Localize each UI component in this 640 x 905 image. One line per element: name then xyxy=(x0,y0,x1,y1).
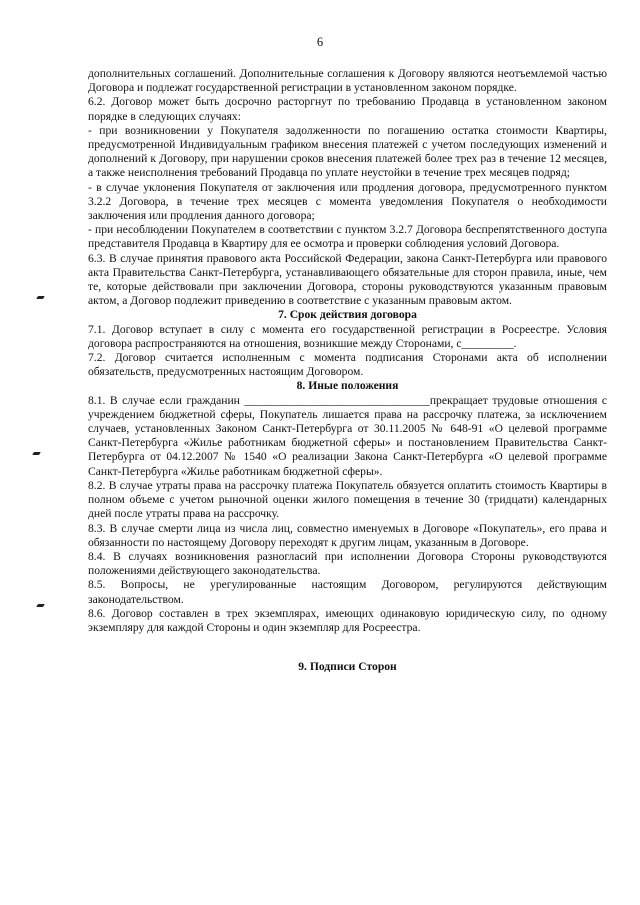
paragraph: 8.2. В случае утраты права на рассрочку платежа Покупатель обязуется оплатить стоимость Квартиры в полном объеме с учетом рыночной оценки жилого помещения в течение 30 (тридцати) календарных дней после утраты права на рассрочку. xyxy=(88,478,607,521)
paragraph: 8.1. В случае если гражданин ________________________________прекращает трудовые отношения с учреждением бюджетной сферы, Покупатель лишается права на рассрочку платежа, за исключением случаев, установленных Законом Санкт-Петербурга от 30.11.2005 № 648-91 «О целевой программе Санкт-Петербурга «Жилье работникам бюджетной сферы» и постановлением Правительства Санкт-Петербурга от 04.12.2007 № 1540 «О реализации Закона Санкт-Петербурга «О целевой программе Санкт-Петербурга «Жилье работникам бюджетной сферы». xyxy=(88,393,607,478)
scan-mark xyxy=(36,296,45,299)
scan-mark xyxy=(32,452,41,455)
section-heading: 7. Срок действия договора xyxy=(278,308,417,322)
paragraph: - в случае уклонения Покупателя от заключения или продления договора, предусмотренного пунктом 3.2.2 Договора, в течение трех месяцев с момента уведомления Покупателя о необходимости заключения или продления данного договора; xyxy=(88,180,607,223)
page-number: 6 xyxy=(316,35,324,49)
scan-mark xyxy=(36,604,45,607)
section-heading: 8. Иные положения xyxy=(296,379,399,393)
paragraph: 7.2. Договор считается исполненным с момента подписания Сторонами акта об исполнении обязательств, предусмотренных настоящим Договором. xyxy=(88,351,607,379)
paragraph: 8.6. Договор составлен в трех экземплярах, имеющих одинаковую юридическую силу, по одному экземпляру для каждой Стороны и один экземпляр для Росреестра. xyxy=(88,606,607,634)
paragraph: 7.1. Договор вступает в силу с момента его государственной регистрации в Росреестре. Условия договора распространяются на отношения, возникшие между Сторонами, с_________. xyxy=(88,322,607,350)
paragraph: дополнительных соглашений. Дополнительные соглашения к Договору являются неотъемлемой частью Договора и подлежат государственной регистрации в установленном законом порядке. xyxy=(88,67,607,95)
paragraph: 6.3. В случае принятия правового акта Российской Федерации, закона Санкт-Петербурга или правового акта Правительства Санкт-Петербурга, устанавливающего обязательные для сторон правила, иные, чем те, которые действовали при заключении Договора, стороны руководствуются указанным правовым актом, а Договор подлежит приведению в соответствие с указанным правовым актом. xyxy=(88,251,607,308)
paragraph: 8.3. В случае смерти лица из числа лиц, совместно именуемых в Договоре «Покупатель», его права и обязанности по настоящему Договору переходят к другим лицам, указанным в Договоре. xyxy=(88,521,607,549)
section-gap xyxy=(88,635,607,660)
section-heading: 9. Подписи Сторон xyxy=(298,660,397,674)
paragraph: - при возникновении у Покупателя задолженности по погашению остатка стоимости Квартиры, предусмотренной Индивидуальным графиком внесения платежей с учетом последующих изменений и дополнений к Договору, при нарушении сроков внесения платежей более трех раз в течение 12 месяцев, а также неисполнения требований Продавца по уплате неустойки в течение трех месяцев подряд; xyxy=(88,123,607,180)
paragraph: 8.5. Вопросы, не урегулированные настоящим Договором, регулируются действующим законодательством. xyxy=(88,578,607,606)
document-body xyxy=(88,67,607,674)
paragraph: 8.4. В случаях возникновения разногласий при исполнении Договора Стороны руководствуются положениями действующего законодательства. xyxy=(88,549,607,578)
paragraph: - при несоблюдении Покупателем в соответствии с пунктом 3.2.7 Договора беспрепятственного доступа представителя Продавца в Квартиру для ее осмотра и проверки соблюдения условий Договора. xyxy=(88,223,607,251)
paragraph: 6.2. Договор может быть досрочно расторгнут по требованию Продавца в установленном законом порядке в следующих случаях: xyxy=(88,95,607,123)
